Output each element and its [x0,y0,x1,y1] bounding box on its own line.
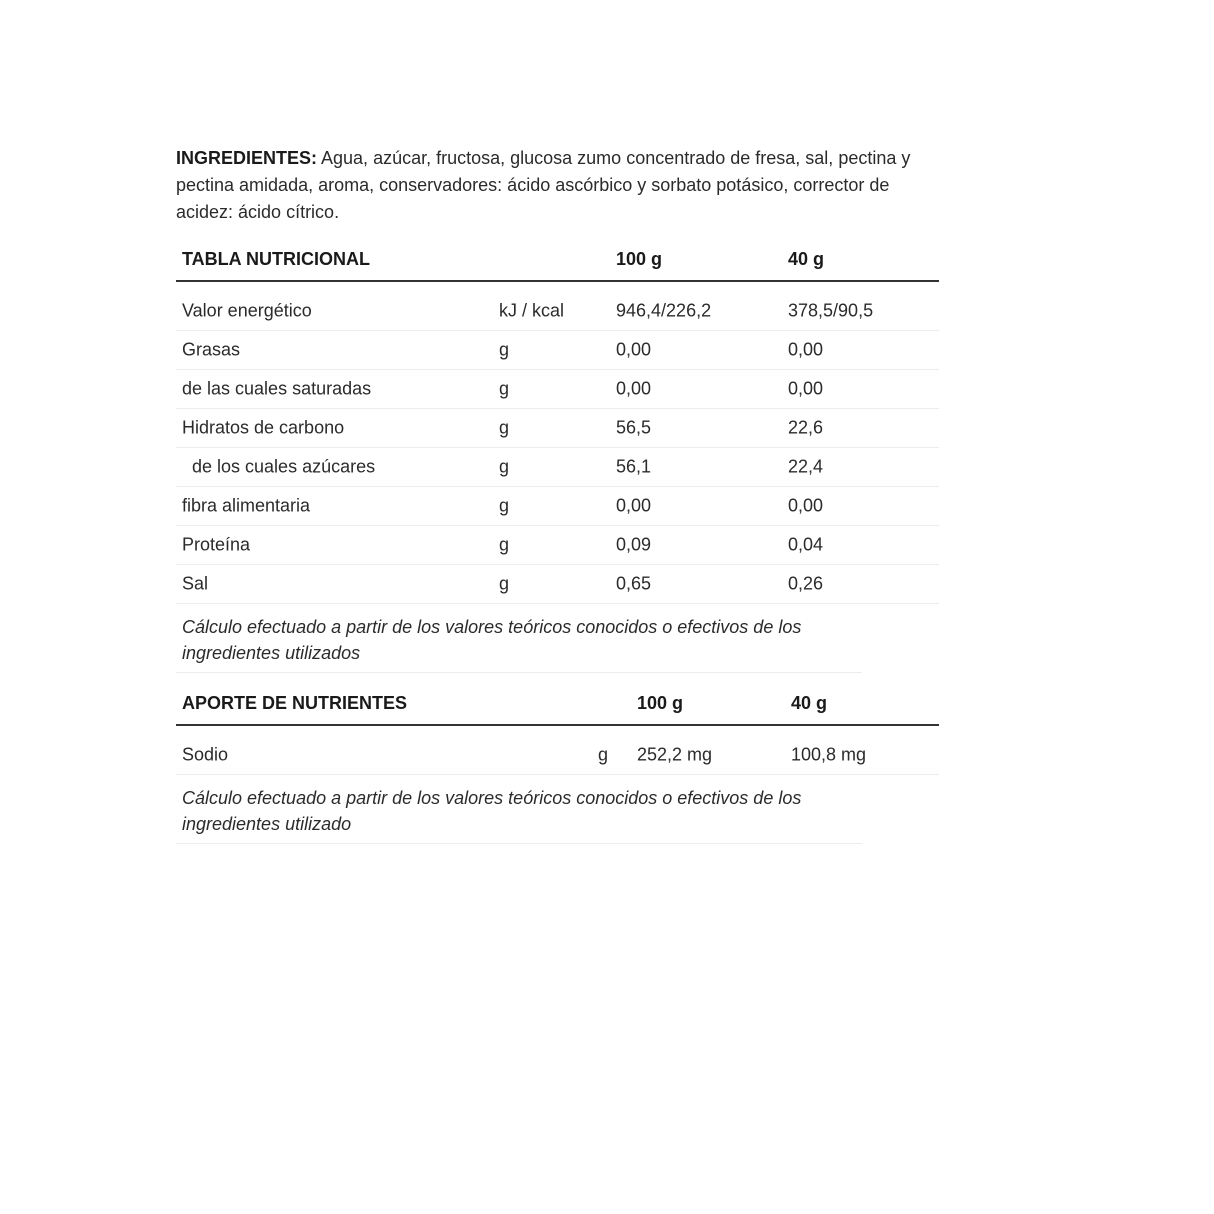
value-per-40g: 0,00 [788,495,824,516]
table-row [176,409,939,448]
value-per-100g: 946,4/226,2 [616,300,712,321]
value-per-100g: 0,00 [616,495,652,516]
calculation-note: Cálculo efectuado a partir de los valores teóricos conocidos o efectivos de los ingredientes utilizado [176,775,862,844]
value-per-100g: 252,2 mg [637,744,713,765]
value-per-100g: 56,5 [616,417,652,438]
value-per-40g: 22,6 [788,417,824,438]
value-per-40g: 22,4 [788,456,824,477]
nutrient-name: Hidratos de carbono [182,417,345,438]
nutrient-name: Proteína [182,534,251,555]
header-per-40g: 40 g [791,693,828,713]
table-row [176,370,939,409]
nutrient-unit: g [499,456,510,477]
table-row [176,282,939,331]
value-per-40g: 0,00 [788,339,824,360]
nutrient-unit: kJ / kcal [499,300,565,321]
table-row [176,726,939,775]
nutrient-unit: g [499,573,510,594]
nutrient-name: Sal [182,573,209,594]
value-per-40g: 0,26 [788,573,824,594]
value-per-100g: 0,00 [616,339,652,360]
nutrient-name: fibra alimentaria [182,495,311,516]
nutrient-name: de las cuales saturadas [182,378,372,399]
ingredients-paragraph [176,145,951,226]
nutrient-name: Valor energético [182,300,312,321]
value-per-100g: 0,09 [616,534,652,555]
nutrient-contribution-title: APORTE DE NUTRIENTES [182,693,408,713]
value-per-100g: 56,1 [616,456,652,477]
nutrition-table-header [176,243,939,282]
value-per-40g: 0,04 [788,534,824,555]
ingredients-label: INGREDIENTES: [176,148,318,168]
nutrient-unit: g [499,339,510,360]
nutrient-name: Sodio [182,744,229,765]
header-per-100g: 100 g [637,693,684,713]
ingredients-text: Agua, azúcar, fructosa, glucosa zumo concentrado de fresa, sal, pectina y pectina amidada, aroma, conservadores: ácido ascórbico y sorbato potásico, corrector de acidez: ácido cítrico. [176,148,911,222]
table-row [176,565,939,604]
value-per-100g: 0,65 [616,573,652,594]
nutrient-contribution-header [176,687,939,726]
value-per-40g: 0,00 [788,378,824,399]
nutrient-name: Grasas [182,339,241,360]
header-per-100g: 100 g [616,249,663,269]
table-row [176,331,939,370]
table-row [176,487,939,526]
header-per-40g: 40 g [788,249,825,269]
nutrition-table-title: TABLA NUTRICIONAL [182,249,370,269]
nutrient-unit: g [499,417,510,438]
nutrient-unit: g [499,534,510,555]
table-row [176,448,939,487]
calculation-note: Cálculo efectuado a partir de los valores teóricos conocidos o efectivos de los ingredientes utilizados [176,604,862,673]
nutrient-unit: g [598,744,609,765]
table-row [176,526,939,565]
nutrition-table [176,243,939,673]
nutrient-unit: g [499,495,510,516]
nutrient-contribution-table [176,687,939,844]
nutrient-unit: g [499,378,510,399]
value-per-40g: 378,5/90,5 [788,300,874,321]
value-per-40g: 100,8 mg [791,744,867,765]
value-per-100g: 0,00 [616,378,652,399]
nutrient-name: de los cuales azúcares [192,456,376,477]
